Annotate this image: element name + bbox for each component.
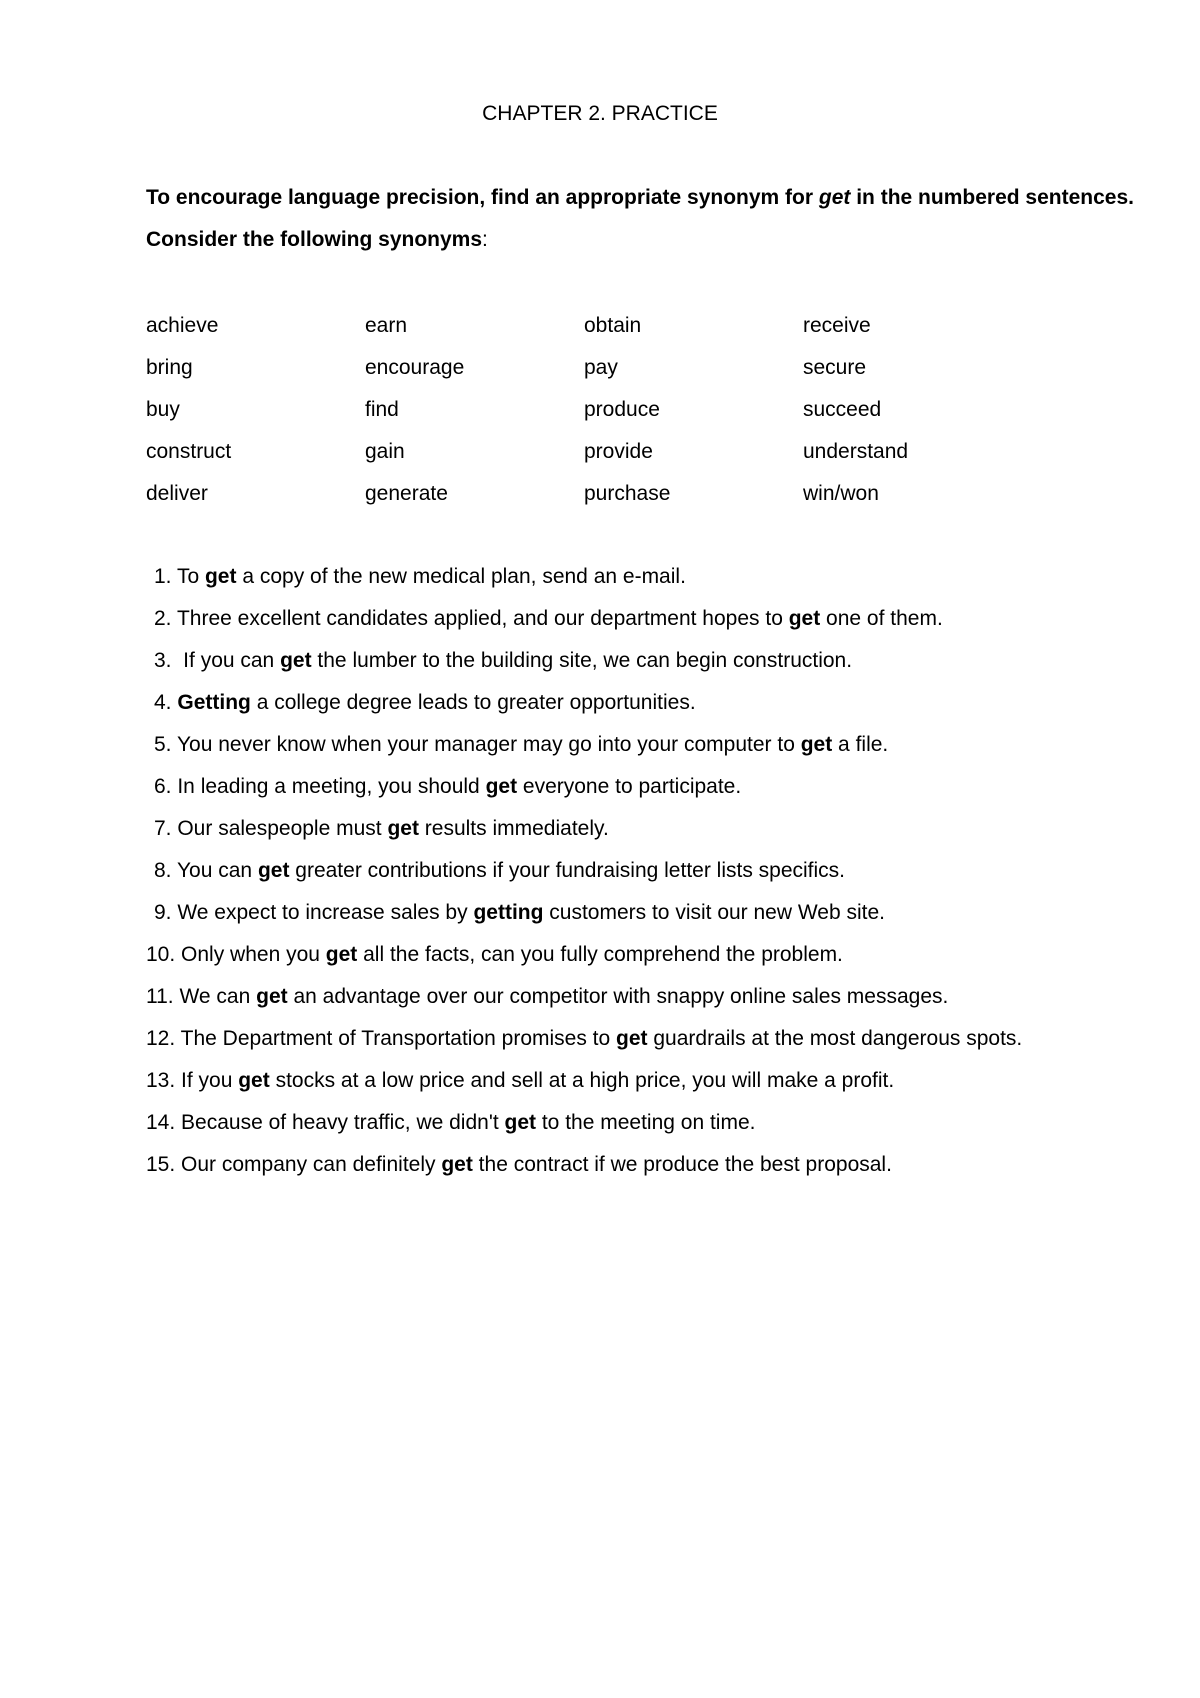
sentence-keyword: get xyxy=(485,775,518,798)
instructions-text-2: in the numbered sentences. Consider the following synonyms xyxy=(146,186,1134,251)
synonym-word: succeed xyxy=(803,398,882,421)
synonym-word: buy xyxy=(146,398,180,421)
sentence-text-before: If you can xyxy=(171,649,281,672)
sentence-number: 10. xyxy=(146,943,176,966)
sentence-text-after: customers to visit our new Web site. xyxy=(543,901,886,924)
sentence-text-after: stocks at a low price and sell at a high price, you will make a profit. xyxy=(269,1069,895,1092)
sentence-number: 2. xyxy=(154,607,172,630)
synonym-word: generate xyxy=(365,482,448,505)
sentence-text-before: Our company can definitely xyxy=(175,1153,442,1176)
sentence-text-after: the lumber to the building site, we can begin construction. xyxy=(311,649,853,672)
sentence-text-after: everyone to participate. xyxy=(517,775,742,798)
sentence-item xyxy=(146,934,1126,976)
sentence-text-after: a copy of the new medical plan, send an e-mail. xyxy=(236,565,686,588)
synonym-word: find xyxy=(365,398,399,421)
sentence-text-after: to the meeting on time. xyxy=(536,1111,756,1134)
synonym-row xyxy=(146,389,1046,431)
synonym-word: win/won xyxy=(803,482,879,505)
sentence-keyword: get xyxy=(616,1027,648,1050)
sentence-keyword: Getting xyxy=(177,691,251,714)
sentence-item xyxy=(146,1060,1126,1102)
sentence-item xyxy=(146,766,1126,808)
synonym-word: construct xyxy=(146,440,232,463)
synonym-word: bring xyxy=(146,356,193,379)
synonym-word: obtain xyxy=(584,314,642,337)
synonym-word: understand xyxy=(803,440,909,463)
sentence-item xyxy=(146,1102,1126,1144)
sentence-item xyxy=(146,598,1126,640)
sentence-text-after: the contract if we produce the best proposal. xyxy=(472,1153,892,1176)
synonym-word: purchase xyxy=(584,482,671,505)
sentence-text-after: greater contributions if your fundraising letter lists specifics. xyxy=(289,859,846,882)
sentence-item xyxy=(146,1144,1126,1186)
synonym-row xyxy=(146,305,1046,347)
sentence-item xyxy=(146,1018,1126,1060)
sentence-number: 12. xyxy=(146,1027,176,1050)
sentence-text-before: Only when you xyxy=(175,943,326,966)
sentence-item xyxy=(146,640,1126,682)
page-title: CHAPTER 2. PRACTICE xyxy=(482,102,718,125)
sentence-text-before: Our salespeople must xyxy=(171,817,388,840)
sentence-item xyxy=(146,976,1126,1018)
sentence-text-before: In leading a meeting, you should xyxy=(171,775,486,798)
sentence-number: 8. xyxy=(154,859,172,882)
synonym-word: provide xyxy=(584,440,653,463)
sentence-item xyxy=(146,682,1126,724)
sentence-text-after: a college degree leads to greater opportunities. xyxy=(250,691,696,714)
sentence-number: 3. xyxy=(154,649,172,672)
sentence-keyword: get xyxy=(788,607,821,630)
sentence-keyword: get xyxy=(504,1111,537,1134)
instructions xyxy=(146,177,1166,261)
sentence-number: 11. xyxy=(146,985,174,1008)
sentence-item xyxy=(146,556,1126,598)
sentence-text-before: You can xyxy=(171,859,258,882)
synonym-table xyxy=(146,305,1046,515)
sentence-keyword: get xyxy=(387,817,419,840)
sentence-item xyxy=(146,724,1126,766)
sentence-number: 14. xyxy=(146,1111,176,1134)
synonym-word: receive xyxy=(803,314,871,337)
sentence-text-before: The Department of Transportation promises to xyxy=(175,1027,617,1050)
sentence-number: 9. xyxy=(154,901,172,924)
synonym-row xyxy=(146,347,1046,389)
sentence-keyword: get xyxy=(441,1153,473,1176)
sentence-item xyxy=(146,892,1126,934)
synonym-word: encourage xyxy=(365,356,465,379)
sentence-keyword: get xyxy=(238,1069,270,1092)
sentence-text-before: Because of heavy traffic, we didn't xyxy=(175,1111,505,1134)
sentence-item xyxy=(146,850,1126,892)
synonym-word: produce xyxy=(584,398,660,421)
sentence-item xyxy=(146,808,1126,850)
sentence-number: 6. xyxy=(154,775,172,798)
synonym-word: pay xyxy=(584,356,618,379)
synonym-row xyxy=(146,473,1046,515)
sentence-number: 1. xyxy=(154,565,172,588)
sentence-keyword: getting xyxy=(473,901,544,924)
sentence-text-after: an advantage over our competitor with snappy online sales messages. xyxy=(287,985,949,1008)
sentence-number: 4. xyxy=(154,691,172,714)
sentence-text-before: If you xyxy=(175,1069,239,1092)
sentence-number: 15. xyxy=(146,1153,176,1176)
sentence-text-after: results immediately. xyxy=(418,817,609,840)
sentence-keyword: get xyxy=(256,985,288,1008)
instructions-colon: : xyxy=(482,228,488,251)
synonym-row xyxy=(146,431,1046,473)
sentence-text-before: We can xyxy=(173,985,257,1008)
sentence-text-before: You never know when your manager may go into your computer to xyxy=(171,733,801,756)
sentence-text-after: one of them. xyxy=(820,607,943,630)
sentence-number: 5. xyxy=(154,733,172,756)
sentence-text-after: all the facts, can you fully comprehend the problem. xyxy=(357,943,843,966)
synonym-word: achieve xyxy=(146,314,219,337)
numbered-sentence-list xyxy=(146,556,1126,1186)
synonym-word: secure xyxy=(803,356,867,379)
sentence-number: 13. xyxy=(146,1069,176,1092)
instructions-italic-word: get xyxy=(818,186,851,209)
sentence-keyword: get xyxy=(257,859,290,882)
synonym-word: gain xyxy=(365,440,405,463)
sentence-keyword: get xyxy=(204,565,237,588)
sentence-text-before: Three excellent candidates applied, and our department hopes to xyxy=(171,607,789,630)
sentence-number: 7. xyxy=(154,817,172,840)
sentence-text-before: To xyxy=(171,565,205,588)
sentence-keyword: get xyxy=(280,649,312,672)
instructions-text-1: To encourage language precision, find an appropriate synonym for xyxy=(146,186,819,209)
sentence-keyword: get xyxy=(325,943,358,966)
sentence-text-before: We expect to increase sales by xyxy=(171,901,474,924)
sentence-keyword: get xyxy=(800,733,833,756)
sentence-text-after: a file. xyxy=(832,733,889,756)
synonym-word: earn xyxy=(365,314,408,337)
synonym-word: deliver xyxy=(146,482,208,505)
sentence-text-after: guardrails at the most dangerous spots. xyxy=(647,1027,1023,1050)
